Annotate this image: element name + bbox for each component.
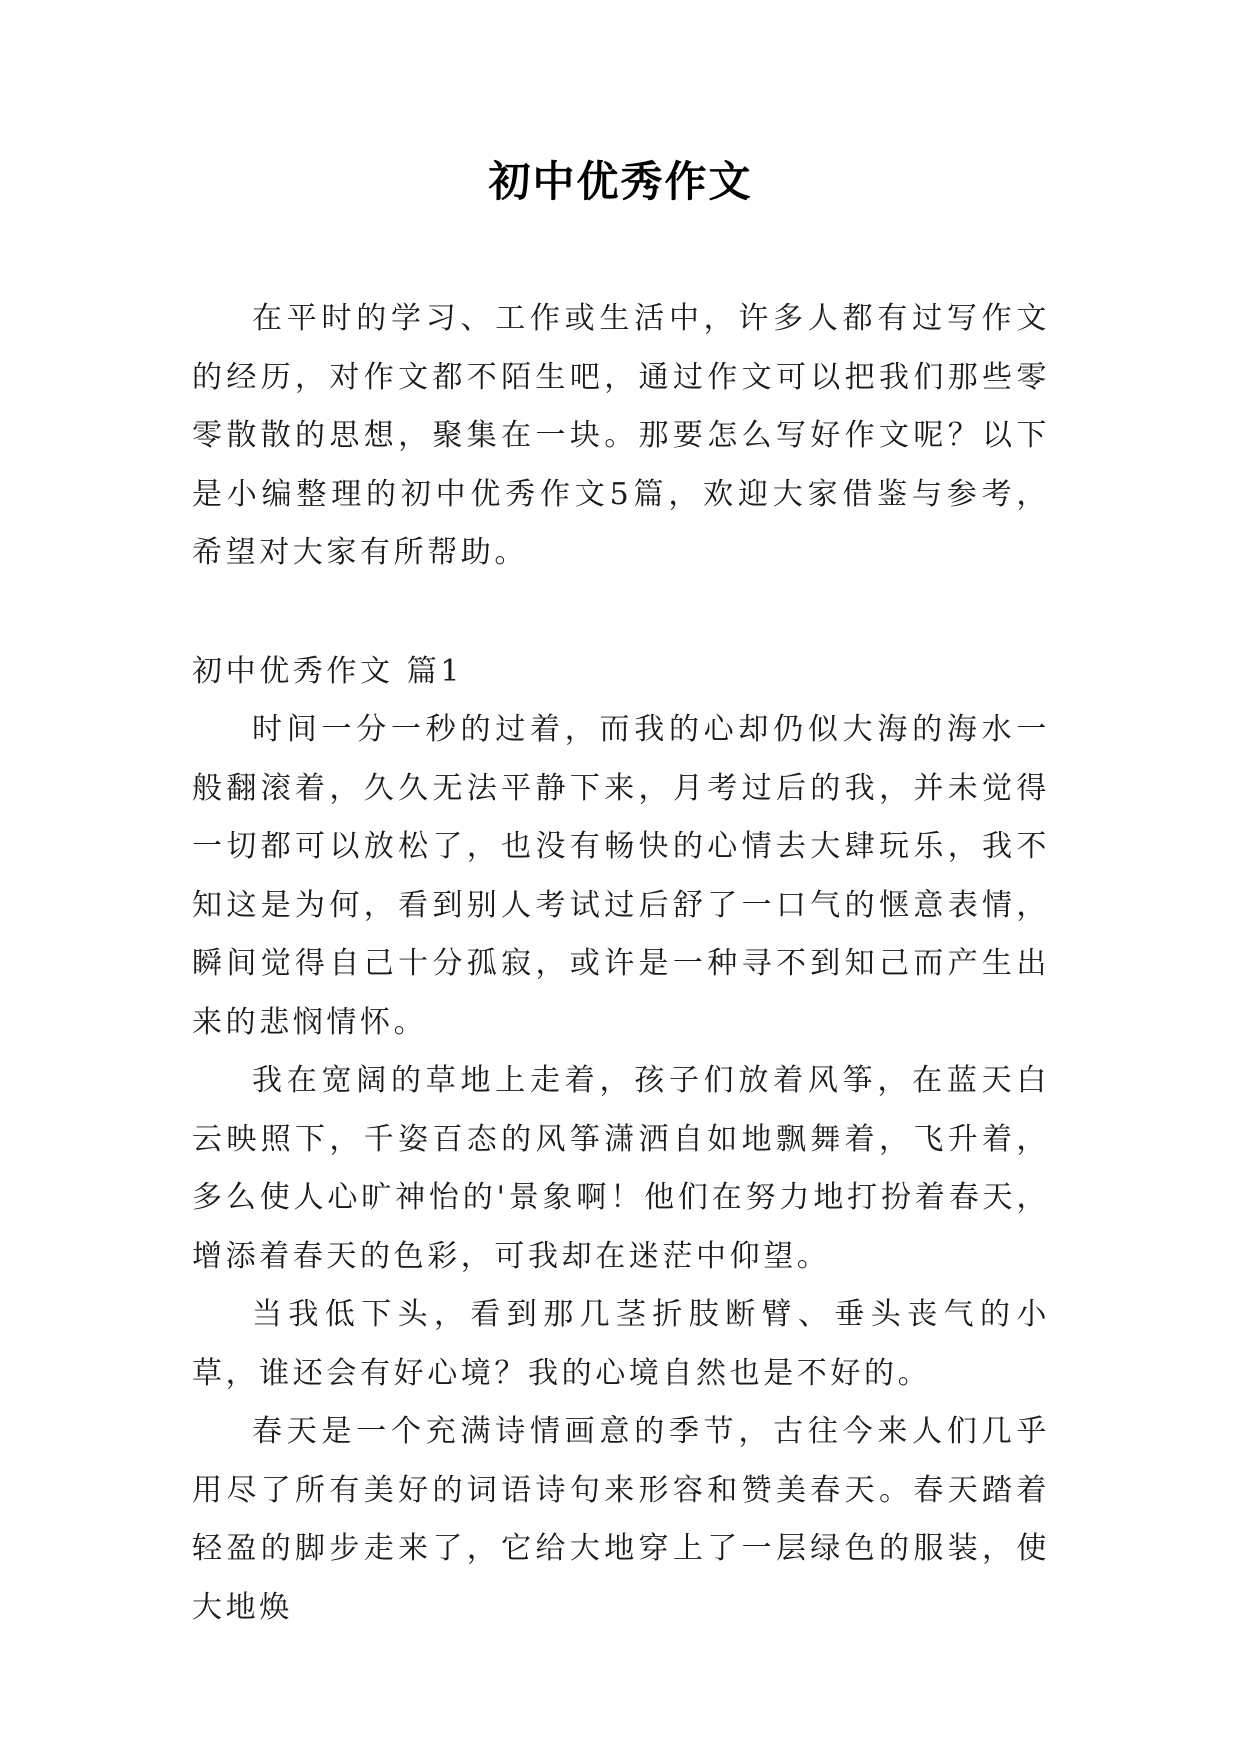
section-heading: 初中优秀作文 篇1 — [192, 653, 464, 689]
document-body — [192, 290, 1050, 1637]
body-paragraph-4: 春天是一个充满诗情画意的季节，古往今来人们几乎用尽了所有美好的词语诗句来形容和赞美春天。春天踏着轻盈的脚步走来了，它给大地穿上了一层绿色的服装，使大地焕 — [192, 1414, 1050, 1625]
document-title: 初中优秀作文 — [488, 157, 753, 206]
body-paragraph-3: 当我低下头，看到那几茎折肢断臂、垂头丧气的小草，谁还会有好心境？我的心境自然也是不好的。 — [192, 1297, 1050, 1391]
body-paragraph-2: 我在宽阔的草地上走着，孩子们放着风筝，在蓝天白云映照下，千姿百态的风筝潇洒自如地飘舞着，飞升着，多么使人心旷神怡的'景象啊！他们在努力地打扮着春天，增添着春天的色彩，可我却在迷茫中仰望。 — [192, 1063, 1050, 1274]
section-gap — [192, 583, 1050, 643]
intro-paragraph: 在平时的学习、工作或生活中，许多人都有过写作文的经历，对作文都不陌生吧，通过作文可以把我们那些零零散散的思想，聚集在一块。那要怎么写好作文呢？以下是小编整理的初中优秀作文5篇，欢迎大家借鉴与参考，希望对大家有所帮助。 — [192, 301, 1050, 570]
body-paragraph-1: 时间一分一秒的过着，而我的心却仍似大海的海水一般翻滚着，久久无法平静下来，月考过后的我，并未觉得一切都可以放松了，也没有畅快的心情去大肆玩乐，我不知这是为何，看到别人考试过后舒了一口气的惬意表情，瞬间觉得自己十分孤寂，或许是一种寻不到知己而产生出来的悲悯情怀。 — [192, 712, 1050, 1040]
